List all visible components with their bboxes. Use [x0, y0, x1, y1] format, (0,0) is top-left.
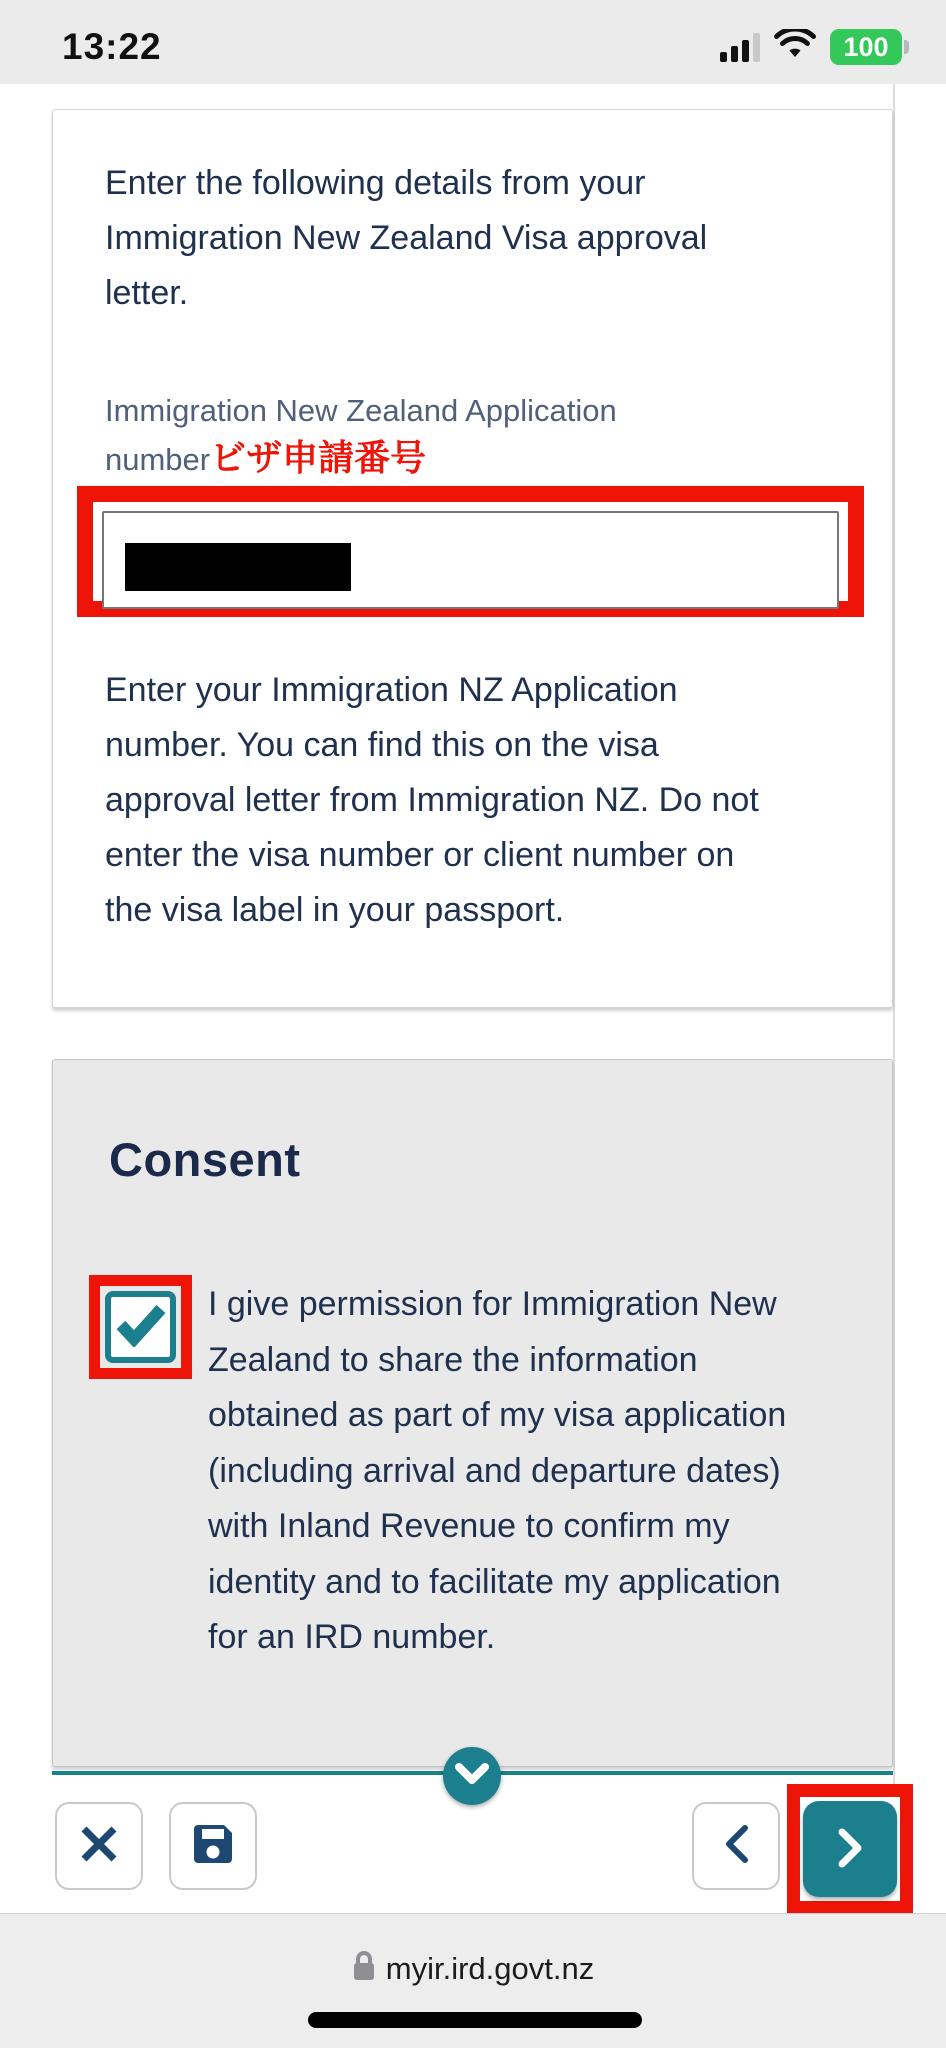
status-bar: [0, 0, 946, 84]
checkbox-red-annotation-box: [89, 1275, 192, 1379]
chevron-right-icon: [836, 1827, 864, 1872]
url-row[interactable]: [0, 1950, 946, 1987]
intro-text: Enter the following details from your Immigration New Zealand Visa approval letter.: [105, 164, 708, 312]
application-number-label: Immigration New Zealand Application number: [105, 393, 617, 477]
previous-button[interactable]: [692, 1802, 780, 1890]
chevron-down-icon: [455, 1763, 489, 1790]
scrollbar[interactable]: [893, 84, 895, 1913]
save-button[interactable]: [169, 1802, 257, 1890]
url-text: myir.ird.govt.nz: [385, 1950, 595, 1986]
lock-icon: [352, 1950, 376, 1987]
consent-statement: I give permission for Immigration New Zealand to share the information obtained as part of my visa application (including arrival and departure dates) with Inland Revenue to confirm my identity and to facilitate my application for an IRD number.: [208, 1285, 787, 1656]
consent-row: [109, 1275, 836, 1666]
cellular-signal-icon: [720, 32, 760, 62]
visa-details-card: [52, 109, 893, 1008]
home-indicator[interactable]: [308, 2012, 642, 2028]
jp-annotation-text: ビザ申請番号: [210, 438, 427, 479]
cancel-button[interactable]: [55, 1802, 143, 1890]
wifi-icon: [774, 29, 816, 66]
checkmark-icon: [115, 1303, 167, 1352]
application-number-help-text: Enter your Immigration NZ Application number. You can find this on the visa approval letter from Immigration NZ. Do not enter the visa number or client number on the visa label in your passport.: [105, 671, 759, 929]
consent-checkbox[interactable]: [105, 1291, 176, 1363]
next-button[interactable]: [803, 1801, 897, 1897]
chevron-left-icon: [722, 1824, 750, 1869]
status-icons: [720, 29, 902, 66]
status-time: 13:22: [62, 26, 162, 67]
application-number-input[interactable]: [102, 511, 839, 609]
close-icon: [77, 1822, 121, 1871]
battery-icon: [830, 29, 902, 65]
scroll-down-button[interactable]: [443, 1747, 501, 1805]
consent-heading: Consent: [109, 1133, 301, 1186]
input-red-annotation-box: [77, 486, 864, 617]
save-floppy-icon: [190, 1821, 236, 1872]
application-number-label-block: [105, 387, 725, 484]
consent-card: [52, 1059, 893, 1767]
next-red-annotation-box: [787, 1784, 913, 1914]
redacted-value: [125, 543, 351, 591]
battery-level: 100: [843, 31, 889, 62]
